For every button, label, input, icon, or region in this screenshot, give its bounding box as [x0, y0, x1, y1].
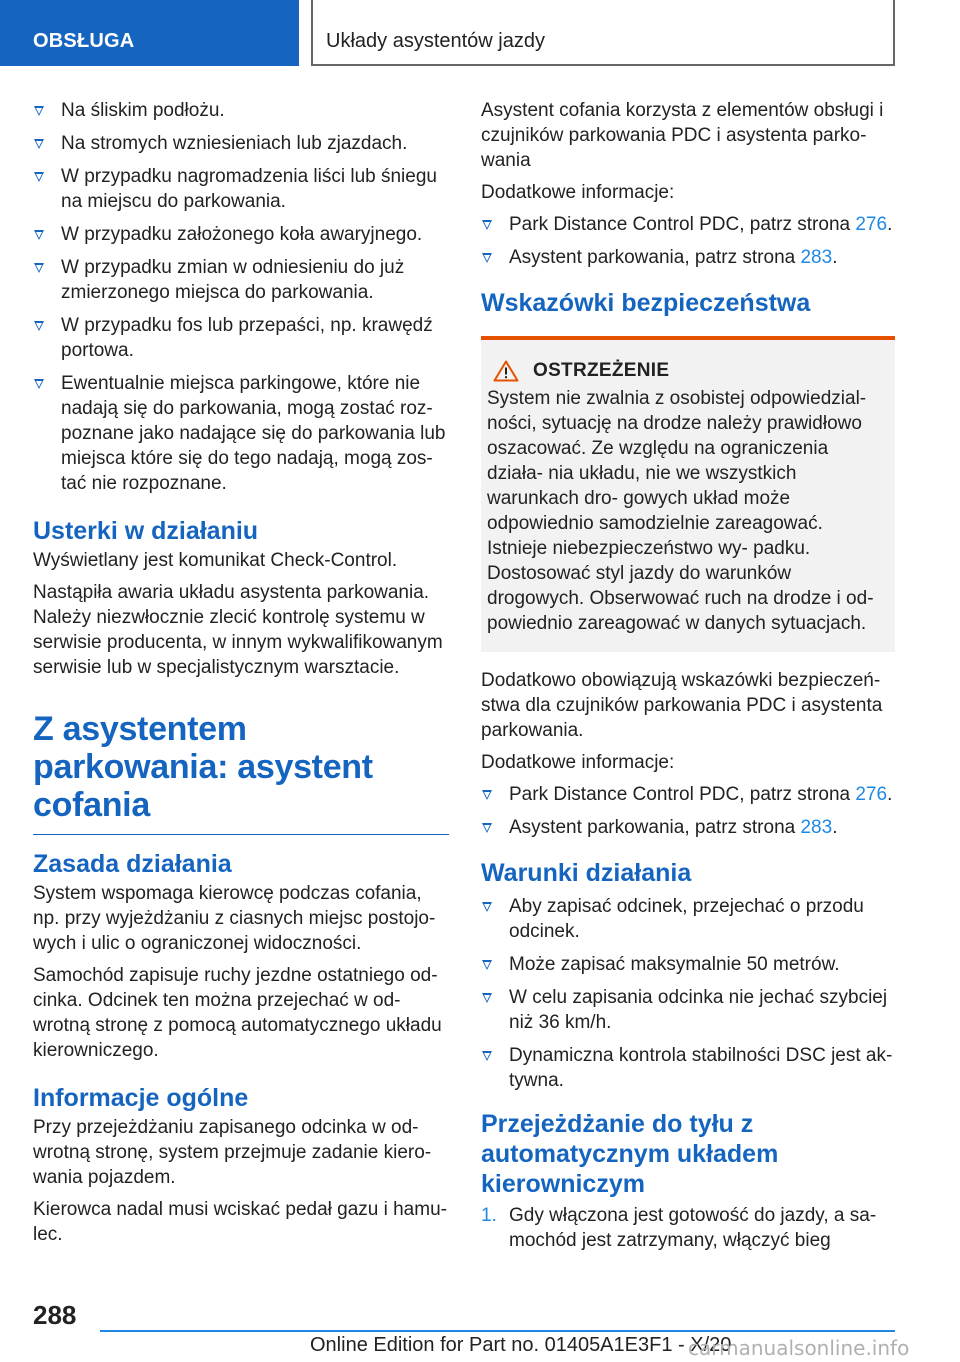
page-link-283[interactable]: 283 [800, 817, 833, 838]
list-item: 1. Gdy włączona jest gotowość do jazdy, a sa- mochód jest zatrzymany, włączyć bieg [481, 1205, 877, 1251]
list-item: Może zapisać maksymalnie 50 metrów. [481, 952, 895, 977]
list-item: Asystent parkowania, patrz strona 283. [481, 815, 895, 840]
list-item: W celu zapisania odcinka nie jechać szybciej niż 36 km/h. [481, 985, 895, 1035]
header-right-border [893, 0, 895, 66]
list-item: Na śliskim podłożu. [33, 98, 449, 123]
references-list-2 [481, 782, 895, 840]
warning-header [487, 360, 887, 382]
warning-text: System nie zwalnia z osobistej odpowiedzial- ności, sytuację na drodze należy prawidłowo oszacować. Ze względu na ograniczenia działa- nia układu, nie we wszystkich warunkach dro- gowych układ może odpowiednio samodzielnie zareagować. Istnieje niebezpieczeństwo wy- padku. Dostosować styl jazdy do warunków drogowych. Obserwować ruch na drodze i od- powiednio zareagować w danych sytuacjach. [487, 388, 874, 634]
triangle-bullet-icon [482, 902, 492, 912]
warning-box [481, 336, 895, 652]
zasada-heading: Zasada działania [33, 850, 232, 878]
triangle-bullet-icon [482, 960, 492, 970]
przejezdzanie-heading: Przejeżdżanie do tyłu z automatycznym układem kierowniczym [481, 1110, 779, 1198]
step-number: 1. [481, 1205, 497, 1226]
warunki-heading: Warunki działania [481, 859, 692, 887]
list-item: Park Distance Control PDC, patrz strona 276. [481, 212, 895, 237]
header-section-label: OBSŁUGA [33, 30, 135, 52]
page-link-283[interactable]: 283 [800, 247, 833, 268]
footer-rule [100, 1330, 895, 1332]
triangle-bullet-icon [34, 379, 44, 389]
page-number: 288 [33, 1300, 77, 1330]
triangle-bullet-icon [34, 321, 44, 331]
informacje-heading: Informacje ogólne [33, 1084, 249, 1112]
triangle-bullet-icon [482, 253, 492, 263]
list-item: Dynamiczna kontrola stabilności DSC jest ak- tywna. [481, 1043, 895, 1093]
conditions-list [33, 98, 449, 496]
header-divider [311, 0, 313, 66]
page-link-276[interactable]: 276 [855, 214, 888, 235]
triangle-bullet-icon [482, 220, 492, 230]
main-section-heading: Z asystentem parkowania: asystent cofania [33, 710, 373, 824]
references-list [481, 212, 895, 270]
list-item: Park Distance Control PDC, patrz strona 276. [481, 782, 895, 807]
intro-paragraph: Asystent cofania korzysta z elementów obsługi i czujników parkowania PDC i asystenta parko- wania [481, 100, 884, 171]
list-item: Asystent parkowania, patrz strona 283. [481, 245, 895, 270]
warunki-list [481, 894, 895, 1093]
dodatkowo-paragraph: Dodatkowo obowiązują wskazówki bezpieczeń- stwa dla czujników parkowania PDC i asystenta parkowania. [481, 670, 883, 741]
page-link-276[interactable]: 276 [855, 784, 888, 805]
warning-title: OSTRZEŻENIE [533, 360, 670, 381]
informacje-paragraph-1: Przy przejeżdżaniu zapisanego odcinka w od- wrotną stronę, system przejmuje zadanie kiero- wania pojazdem. [33, 1117, 432, 1188]
usterki-paragraph-1: Wyświetlany jest komunikat Check-Control. [33, 550, 398, 571]
list-item: Na stromych wzniesieniach lub zjazdach. [33, 131, 449, 156]
left-column [33, 98, 449, 1254]
triangle-bullet-icon [34, 106, 44, 116]
usterki-heading: Usterki w działaniu [33, 517, 259, 545]
right-column [481, 98, 895, 1253]
zasada-paragraph-1: System wspomaga kierowcę podczas cofania, np. przy wyjeżdżaniu z ciasnych miejsc postojo- wych i ulic o ograniczonej widoczności. [33, 883, 436, 954]
triangle-bullet-icon [482, 993, 492, 1003]
triangle-bullet-icon [482, 823, 492, 833]
triangle-bullet-icon [34, 263, 44, 273]
footer-edition: Online Edition for Part no. 01405A1E3F1 - X/20 [310, 1334, 732, 1356]
list-item: W przypadku założonego koła awaryjnego. [33, 222, 449, 247]
additional-info-label-2: Dodatkowe informacje: [481, 752, 675, 773]
section-rule [33, 834, 449, 835]
header-section-tab [0, 0, 299, 66]
usterki-paragraph-2: Nastąpiła awaria układu asystenta parkowania. Należy niezwłocznie zlecić kontrolę systemu w serwisie producenta, w innym wykwalifikowanym serwisie lub w specjalistycznym warsztacie. [33, 582, 443, 678]
wskazowki-heading: Wskazówki bezpieczeństwa [481, 289, 811, 317]
list-item: Aby zapisać odcinek, przejechać o przodu odcinek. [481, 894, 895, 944]
header-bottom-border [311, 64, 895, 66]
list-item: W przypadku zmian w odniesieniu do już zmierzonego miejsca do parkowania. [33, 255, 449, 305]
informacje-paragraph-2: Kierowca nadal musi wciskać pedał gazu i hamu- lec. [33, 1199, 447, 1245]
triangle-bullet-icon [34, 139, 44, 149]
triangle-bullet-icon [482, 1051, 492, 1061]
triangle-bullet-icon [34, 230, 44, 240]
watermark: carmanualsonline.info [688, 1336, 910, 1360]
triangle-bullet-icon [482, 790, 492, 800]
list-item: W przypadku fos lub przepaści, np. krawędź portowa. [33, 313, 449, 363]
warning-triangle-icon [493, 360, 519, 382]
zasada-paragraph-2: Samochód zapisuje ruchy jezdne ostatniego od- cinka. Odcinek ten można przejechać w od- wrotną stronę z pomocą automatycznego układu kierowniczego. [33, 965, 442, 1061]
additional-info-label: Dodatkowe informacje: [481, 182, 675, 203]
triangle-bullet-icon [34, 172, 44, 182]
steps-list [481, 1203, 895, 1253]
header-title: Układy asystentów jazdy [326, 30, 545, 52]
list-item: Ewentualnie miejsca parkingowe, które nie nadają się do parkowania, mogą zostać roz- poznane jako nadające się do parkowania lub miejsca które się do tego nadają, mogą zos- tać nie rozpoznane. [33, 371, 449, 496]
list-item: W przypadku nagromadzenia liści lub śniegu na miejscu do parkowania. [33, 164, 449, 214]
